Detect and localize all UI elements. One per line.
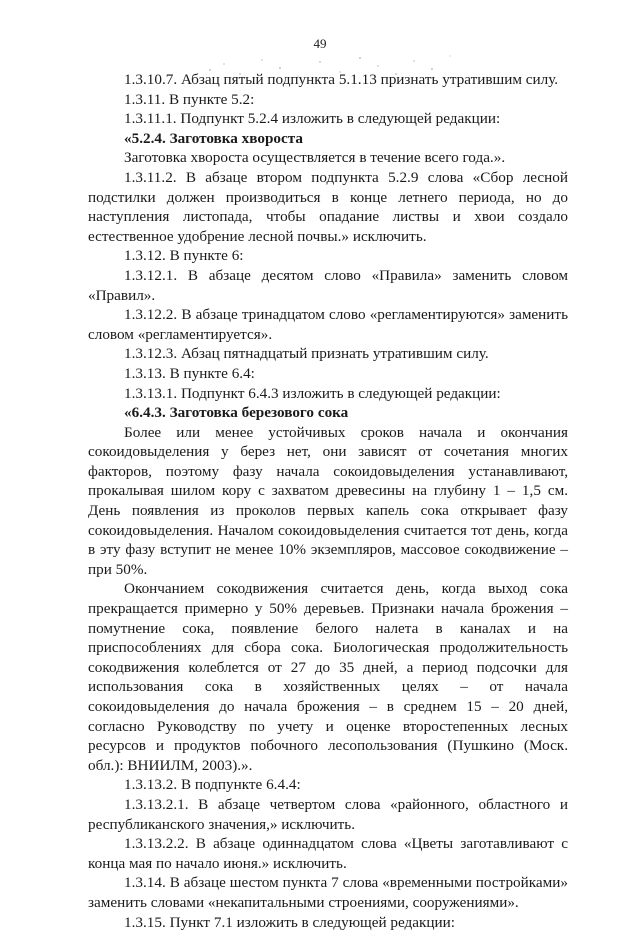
paragraph: 1.3.11.1. Подпункт 5.2.4 изложить в следующей редакции:: [124, 110, 501, 128]
paragraph: Более или менее устойчивых сроков начала и окончания сокоидовыделения у берез нет, они зависят от сочетания многих факторов, поэтому фазу начала сокоидовыделения устанавливают, прокалывая шилом кору с захватом древесины на глубину 1 – 1,5 см. День появления из проколов первых капель сока открывает фазу сокоидовыделения. Началом сокоидовыделения считается тот день, когда в эту фазу вступит не менее 10% экземпляров, массовое сокодвижение – при 50%.: [88, 423, 568, 578]
paragraph: Окончанием сокодвижения считается день, когда выход сока прекращается примерно у 50% деревьев. Признаки начала брожения – помутнение сока, появление белого налета в каналах и на приспособлениях для сбора сока. Биологическая продолжительность сокодвижения колеблется от 27 до 35 дней, а период подсочки для использования сока в хозяйственных целях – от начала сокоидовыделения до начала брожения – в среднем 15 – 20 дней, согласно Руководству по учету и оценке второстепенных лесных ресурсов и продуктов побочного лесопользования (Пушкино (Моск. обл.): ВНИИЛМ, 2003).».: [88, 580, 568, 774]
paragraph: 1.3.15. Пункт 7.1 изложить в следующей редакции:: [124, 913, 455, 931]
paragraph: 1.3.11. В пункте 5.2:: [124, 90, 255, 108]
paragraph: 1.3.13. В пункте 6.4:: [124, 364, 255, 382]
paragraph: 1.3.12. В пункте 6:: [124, 247, 244, 265]
paragraph: 1.3.13.2. В подпункте 6.4.4:: [124, 776, 301, 794]
document-body: [88, 70, 568, 932]
paragraph: 1.3.12.3. Абзац пятнадцатый признать утратившим силу.: [124, 345, 489, 363]
paragraph: 1.3.12.2. В абзаце тринадцатом слово «регламентируются» заменить словом «регламентируется».: [88, 306, 568, 343]
paragraph: Заготовка хвороста осуществляется в течение всего года.».: [124, 149, 506, 167]
section-heading: «5.2.4. Заготовка хвороста: [124, 129, 303, 147]
paragraph: 1.3.13.1. Подпункт 6.4.3 изложить в следующей редакции:: [124, 384, 501, 402]
page-number: 49: [313, 36, 327, 51]
paragraph: 1.3.11.2. В абзаце втором подпункта 5.2.9 слова «Сбор лесной подстилки должен производиться в конце летнего периода, но до наступления листопада, чтобы опадание листвы и хвои создало естественное удобрение лесной почвы.» исключить.: [88, 168, 568, 245]
paragraph: 1.3.14. В абзаце шестом пункта 7 слова «временными постройками» заменить словами «некапитальными строениями, сооружениями».: [88, 874, 568, 911]
section-heading: «6.4.3. Заготовка березового сока: [124, 404, 349, 422]
paragraph: 1.3.12.1. В абзаце десятом слово «Правила» заменить словом «Правил».: [88, 266, 568, 304]
paragraph: 1.3.13.2.2. В абзаце одиннадцатом слова «Цветы заготавливают с конца мая по начало июня.» исключить.: [88, 835, 568, 872]
paragraph: 1.3.10.7. Абзац пятый подпункта 5.1.13 признать утратившим силу.: [124, 71, 559, 88]
paragraph: 1.3.13.2.1. В абзаце четвертом слова «районного, областного и республиканского значения,» исключить.: [88, 795, 568, 833]
